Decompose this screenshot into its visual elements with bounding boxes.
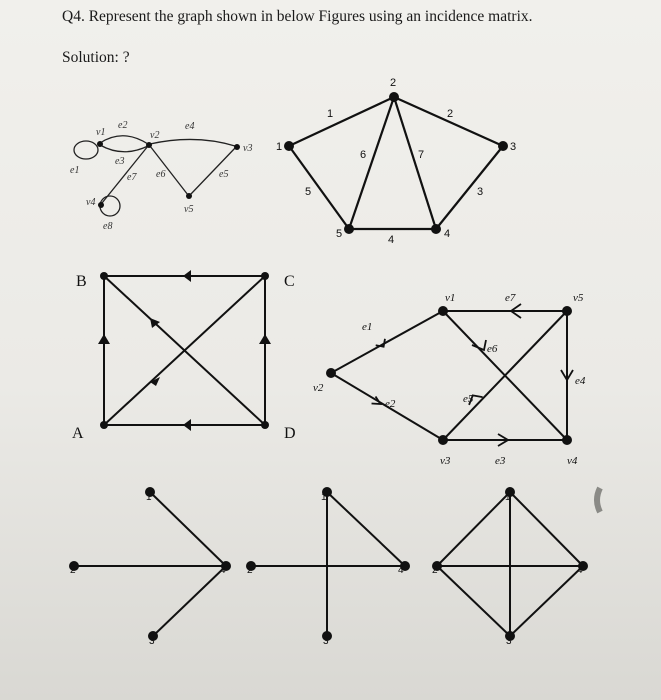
label-e3: e3: [495, 455, 506, 467]
vertex-v5: [562, 306, 572, 316]
label-D: D: [284, 425, 296, 442]
vertex-C: [261, 272, 269, 280]
label-e2: e2: [118, 120, 128, 131]
label-e6: e6: [156, 169, 166, 180]
label-2: 2: [70, 565, 76, 576]
label-2: 2: [247, 565, 253, 576]
edge-2-3: [437, 566, 510, 636]
vertex-v2: [146, 142, 152, 148]
label-vertex-5: 5: [336, 228, 343, 240]
label-v3: v3: [440, 455, 451, 467]
edge-e3: [100, 145, 148, 152]
label-e2: e2: [385, 398, 396, 410]
edge-3-4: [436, 146, 503, 229]
label-e7: e7: [127, 172, 137, 183]
label-C: C: [284, 273, 295, 290]
vertex-v2: [326, 368, 336, 378]
label-e3: e3: [115, 156, 125, 167]
vertex-A: [100, 421, 108, 429]
label-4: 4: [220, 565, 226, 576]
edge-e5: [190, 147, 236, 195]
label-4: 4: [577, 565, 583, 576]
figure-3-graph: [104, 276, 265, 425]
figure-6-graph: [251, 492, 405, 636]
edge-2-4: [394, 97, 436, 229]
label-e4: e4: [575, 375, 586, 387]
label-e8: e8: [103, 221, 113, 232]
edge-1-4: [510, 492, 583, 566]
edge-e7: [102, 146, 148, 203]
vertex-v4: [562, 435, 572, 445]
question-text: Q4. Represent the graph shown in below Figures using an incidence matrix.: [62, 8, 533, 25]
label-e1: e1: [70, 165, 80, 176]
vertex-1: [284, 141, 294, 151]
edge-e1: [331, 311, 443, 373]
figure-4-arrows: [372, 304, 573, 446]
label-vertex-1: 1: [276, 141, 283, 153]
vertex-v3: [234, 144, 240, 150]
label-3: 3: [506, 636, 512, 647]
edge-4-3: [510, 566, 583, 636]
edge-1-2: [289, 97, 394, 146]
label-1: 1: [146, 492, 152, 503]
edge-1-4: [150, 492, 226, 566]
label-1: 1: [321, 492, 327, 503]
label-v5: v5: [573, 292, 584, 304]
label-edge-5: 5: [305, 186, 312, 198]
label-e5: e5: [219, 169, 229, 180]
label-1: 1: [505, 492, 511, 503]
vertex-v1: [97, 141, 103, 147]
figure-2-graph: [289, 97, 503, 229]
label-edge-7: 7: [418, 149, 425, 161]
label-v3: v3: [243, 143, 253, 154]
edge-e2: [100, 136, 148, 144]
edge-e1-loop: [74, 141, 98, 159]
label-v2: v2: [150, 130, 160, 141]
figure-2-vertices: [284, 92, 508, 234]
vertex-4: [431, 224, 441, 234]
page-edge-mark: [597, 488, 600, 512]
edge-4-3: [153, 566, 226, 636]
vertex-v4: [98, 202, 104, 208]
vertex-v3: [438, 435, 448, 445]
vertex-2: [389, 92, 399, 102]
label-edge-2: 2: [447, 108, 454, 120]
label-edge-3: 3: [477, 186, 484, 198]
label-e7: e7: [505, 292, 516, 304]
edge-5-1: [289, 146, 349, 229]
label-v1: v1: [96, 127, 106, 138]
label-v5: v5: [184, 204, 194, 215]
figure-5-graph: [74, 492, 226, 636]
label-3: 3: [149, 636, 155, 647]
label-A: A: [72, 425, 84, 442]
edge-1-2: [437, 492, 510, 566]
vertex-D: [261, 421, 269, 429]
figure-5-vertices: [69, 487, 231, 641]
label-vertex-3: 3: [510, 141, 517, 153]
label-e4: e4: [185, 121, 195, 132]
label-edge-1: 1: [327, 108, 334, 120]
vertex-v1: [438, 306, 448, 316]
label-v4: v4: [567, 455, 578, 467]
label-v2: v2: [313, 382, 324, 394]
figure-7-graph: [437, 492, 583, 636]
label-4: 4: [398, 565, 404, 576]
label-e6: e6: [487, 343, 498, 355]
edge-e4: [150, 139, 235, 146]
label-v1: v1: [445, 292, 456, 304]
vertex-3: [498, 141, 508, 151]
label-edge-6: 6: [360, 149, 367, 161]
label-B: B: [76, 273, 87, 290]
edge-2-3: [394, 97, 503, 146]
label-e5: e5: [463, 393, 474, 405]
label-v4: v4: [86, 197, 96, 208]
vertex-v5: [186, 193, 192, 199]
solution-text: Solution: ?: [62, 49, 130, 66]
label-edge-4: 4: [388, 234, 395, 246]
label-e1: e1: [362, 321, 373, 333]
label-vertex-2: 2: [390, 77, 397, 89]
vertex-5: [344, 224, 354, 234]
label-2: 2: [432, 565, 438, 576]
edge-2-5: [349, 97, 394, 229]
label-vertex-4: 4: [444, 228, 451, 240]
edge-1-4: [327, 492, 405, 566]
vertex-B: [100, 272, 108, 280]
label-3: 3: [323, 636, 329, 647]
